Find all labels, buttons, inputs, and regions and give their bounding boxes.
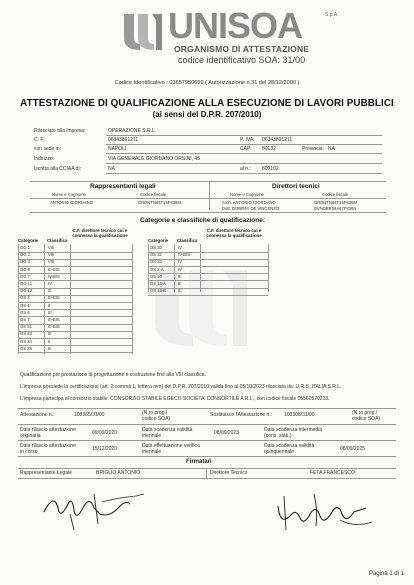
tech-dir-name: Dott. DOBRAY DE VINCENZO (222, 206, 280, 211)
category-code: OS 30 (150, 245, 162, 250)
category-class: III (48, 288, 52, 294)
category-code: OS 3 (20, 295, 30, 301)
tech-col-cf: Codice fiscale (322, 192, 349, 197)
legal-signature-icon (40, 484, 150, 534)
category-code: OS 24 (20, 338, 32, 344)
tech-signer-value: FETA FRANCESCO (310, 470, 355, 476)
category-class: III (178, 273, 182, 279)
issued-label: Rilasciato alla impresa: (34, 128, 86, 134)
legal-col-name: Nome e Cognome (52, 192, 86, 197)
piva-label: P. IVA: (240, 137, 255, 143)
category-class: VIII (48, 259, 55, 265)
issue-value: 09/09/2020 (92, 430, 118, 436)
document-title: ATTESTAZIONE DI QUALIFICAZIONE ALLA ESECUZIONE DI LAVORI PUBBLICI (20, 98, 394, 109)
final-label: Data scadenza validità quinquennale (264, 443, 315, 455)
category-class: III-BIS (48, 317, 60, 322)
ident-line: Codice Identificativo : 03657950659 ( Autorizzazione n.31 del 28/12/2000 ) (114, 80, 300, 86)
signers-title: Firmatari (186, 459, 212, 465)
tech-signer-label: Direttore Tecnico (210, 470, 248, 476)
document-subtitle: (ai sensi del D.P.R. 207/2010) (152, 110, 262, 119)
legal-rep-cf: GRDNTN64T15F839M (138, 200, 181, 205)
seat-value: NAPOLI (108, 146, 127, 152)
tech-dir-cf: DVNDBR69A67F839N (314, 206, 357, 211)
attest-value: 108365/31/00 (74, 412, 105, 418)
attest-label: Attestazione n.: (20, 412, 55, 418)
piva-value: 06343891211 (262, 137, 293, 143)
category-code: OG 2 (20, 252, 31, 258)
category-class: II (48, 338, 51, 344)
unisoa-logo (120, 6, 340, 68)
prov-value: NA (328, 146, 335, 152)
category-code: OG 11 (20, 281, 33, 286)
cf-label: C. F.: (34, 137, 46, 143)
logo-word: UNISOA (168, 5, 303, 46)
category-class: IV (48, 281, 52, 286)
category-code: OS 28 (20, 345, 32, 351)
legal-col-cf: Codice fiscale (140, 192, 167, 197)
cf-col-header-right: C.F. direttore tecnico cui è connessa la qualificazione (206, 228, 262, 238)
cf-col-header: C.F. direttore tecnico cui è connessa la qualificazione (72, 228, 128, 238)
address-label: Indirizzo: (34, 156, 55, 162)
category-class: III (178, 288, 182, 294)
category-class: III-BIS (48, 324, 60, 330)
note-qualification: Qualificazione per prestazione di progettazione e costruzione fino alla VIII classifica. (20, 372, 206, 378)
category-class: IV (178, 266, 182, 272)
category-code: OS 32 (150, 252, 162, 258)
current-value: 15/12/2020 (92, 446, 118, 452)
address-value: VIA GENERALE GIORDANO ORSINI, 46 (108, 156, 200, 162)
current-label: Data rilascio attestazione in corso (20, 443, 76, 455)
tech-dir-name: Arch. ANTONIO GIORDANO (222, 200, 276, 205)
cat-col-header-right: Categorie (148, 238, 169, 243)
verify-label: Data effettuazione verifica triennale (142, 443, 200, 455)
category-class: III (48, 345, 52, 351)
cf-value: 06343891211 (108, 137, 139, 143)
category-class: VIII (48, 245, 55, 250)
num-value: 809102 (262, 166, 279, 172)
logo-code: codice identificativo SOA: 31/00 (178, 55, 306, 65)
category-code: OS 23 (20, 331, 32, 337)
cap-value: 80132 (262, 146, 276, 152)
category-class: IV-BIS (178, 252, 190, 258)
subst-prog: (N.ro prog./ codice SOA) (352, 410, 381, 422)
note-certification: L'impresa possiede la certificazione (art. 2 comma 1, lettera mm) del D.P.R. 207/2010 valida fino al 05/10/2023 rilasciata da: U.R.S. ITALIA S.R.L. (20, 384, 342, 390)
cciaa-label: Iscritta alla CCIAA di: (34, 166, 81, 172)
subst-label: Sostituisce l'Attestazione n.: (210, 412, 273, 418)
attest-prog: (N.ro prog./ codice SOA) (142, 410, 171, 422)
legal-rep-name: ANTONIO GIORDANO (50, 200, 93, 205)
category-class: VIII (48, 252, 55, 258)
category-code: OS 18-B (150, 288, 167, 294)
num-label: al n.: (240, 166, 251, 172)
issued-value: OPERAZIONE S.R.L. (108, 128, 157, 134)
legal-signer-value: BRIGLIO ANTONIO (96, 470, 141, 476)
subst-value: 108308/31/00 (284, 412, 315, 418)
cciaa-value: NA (108, 166, 115, 172)
tech-col-name: Nome e Cognome (230, 192, 264, 197)
category-code: OG 3 (20, 259, 31, 265)
interm-label: Data scadenza intermedia (cons. stab.) (264, 427, 323, 439)
category-code: OG 6 (20, 266, 31, 272)
issue-label: Data rilascio attestazione originaria (20, 427, 76, 439)
category-class: III (178, 281, 182, 286)
valid3-value: 08/09/2023 (214, 430, 240, 436)
logo-subtitle: ORGANISMO DI ATTESTAZIONE (174, 44, 310, 54)
seat-label: con sede in: (34, 146, 61, 152)
category-code: OG 1 (20, 245, 31, 250)
cat-col-header: Categorie (18, 238, 39, 243)
category-code: OS 7 (20, 317, 30, 322)
legal-signer-label: Rappresentante Legale (20, 470, 72, 476)
legal-reps-title: Rappresentanti legali (90, 183, 156, 190)
logo-spa: S.p.A. (325, 12, 339, 18)
note-consortium: L'impresa partecipa al consorzio stabile: CONSORZIO STABILE EGECO SOCIETA' CONSORTILE A R.L., con codice fiscale 05560570213. (20, 396, 330, 402)
final-value: 08/09/2025 (340, 446, 366, 452)
category-class: IV (178, 259, 182, 265)
category-class: II (48, 302, 51, 308)
category-code: OG 12 (20, 288, 33, 294)
tech-dir-cf: GRDNTN64T15F839M (314, 200, 357, 205)
category-code: OS 2-A (150, 266, 164, 272)
logo-mark-icon (120, 8, 166, 52)
categories-title: Categorie e classifiche di qualificazione: (140, 217, 265, 224)
category-code: OS 10 (150, 273, 162, 279)
tech-signature-icon (270, 486, 380, 536)
category-code: OS 33 (150, 259, 162, 265)
category-class: III-BIS (48, 266, 60, 272)
class-col-header: Classifica (47, 238, 68, 243)
class-col-header-right: Classifica (177, 238, 198, 243)
category-code: OS 4 (20, 302, 30, 308)
category-code: OG 7 (20, 273, 31, 279)
category-class: III (48, 331, 52, 337)
category-code: OS 6 (20, 309, 30, 315)
category-class: III (48, 309, 52, 315)
page-footer: Pagina 1 di 1 (368, 571, 404, 577)
prov-label: Provincia: (302, 146, 324, 152)
category-class: IV-BIS (48, 273, 60, 279)
cap-label: CAP: (240, 146, 252, 152)
category-class: III-BIS (48, 295, 60, 301)
category-code: OS 21 (20, 324, 32, 330)
category-code: OS 18-A (150, 281, 167, 286)
tech-dirs-title: Direttori tecnici (272, 183, 320, 190)
valid3-label: Data scadenza validità triennale (142, 427, 193, 439)
category-class: IV (178, 245, 182, 250)
